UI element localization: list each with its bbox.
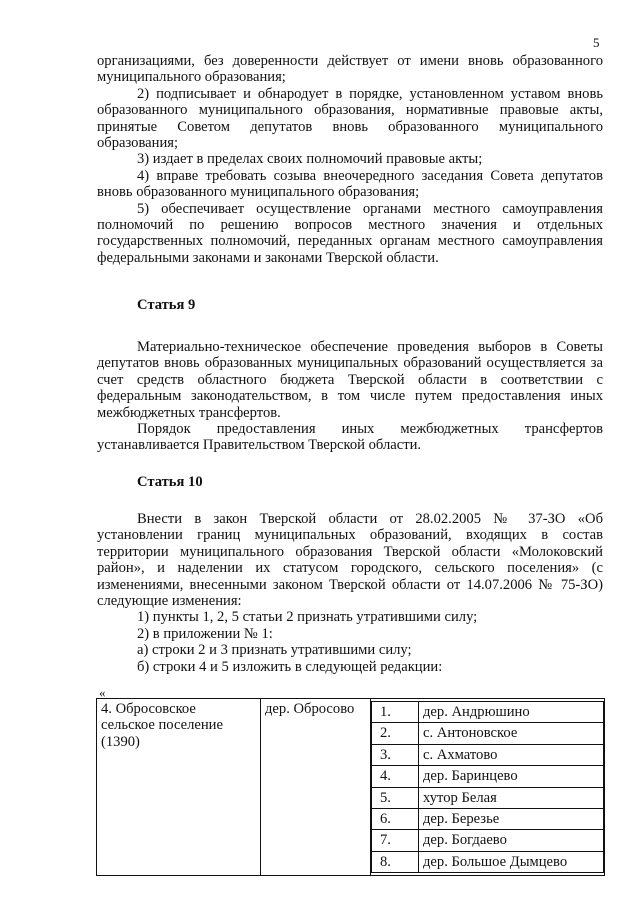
settlement-name: дер. Баринцево [419, 766, 604, 787]
settlement-name: дер. Андрюшино [419, 702, 604, 723]
paragraph: б) строки 4 и 5 изложить в следующей редакции: [137, 658, 443, 675]
paragraph: Порядок предоставления иных межбюджетных трансфертов устанавливается Правительством Тверской области. [97, 421, 603, 454]
list-item [372, 809, 604, 830]
item-number: 3. [372, 744, 419, 765]
list-item [372, 830, 604, 851]
article-9-title: Статья 9 [137, 297, 196, 313]
paragraph: 2) в приложении № 1: [137, 625, 273, 642]
article-10-title: Статья 10 [137, 474, 203, 490]
settlements-cell [371, 699, 605, 876]
municipality-cell [97, 699, 261, 876]
item-number: 2. [372, 723, 419, 744]
administrative-center: дер. Обросово [265, 701, 355, 717]
municipality-table [96, 698, 605, 876]
item-number: 6. [372, 809, 419, 830]
municipality-line: (1390) [101, 733, 140, 750]
article-10-body [97, 511, 603, 675]
settlement-name: дер. Богдаево [419, 830, 604, 851]
table-row [97, 699, 605, 876]
item-number: 8. [372, 851, 419, 872]
item-number: 5. [372, 787, 419, 808]
settlement-name: дер. Березье [419, 809, 604, 830]
paragraph: 4) вправе требовать созыва внеочередного заседания Совета депутатов вновь образованного муниципального образования; [97, 167, 603, 201]
opening-quote-mark: « [99, 685, 106, 700]
center-cell [261, 699, 371, 876]
top-text-block [97, 53, 603, 266]
list-item [372, 766, 604, 787]
list-item [372, 702, 604, 723]
paragraph: 5) обеспечивает осуществление органами местного самоуправления полномочий по решению вопросов местного значения и отдельных государственных полномочий, переданных органам местного самоуправления федеральными законами и законами Тверской области. [97, 200, 603, 266]
list-item [372, 723, 604, 744]
paragraph: 1) пункты 1, 2, 5 статьи 2 признать утратившими силу; [137, 609, 478, 626]
list-item [372, 787, 604, 808]
paragraph: организациями, без доверенности действует от имени вновь образованного муниципального образования; [97, 53, 603, 86]
municipality-line: сельское поселение [101, 717, 223, 734]
settlement-name: дер. Большое Дымцево [419, 851, 604, 872]
settlement-name: хутор Белая [419, 787, 604, 808]
settlement-name: с. Ахматово [419, 744, 604, 765]
item-number: 4. [372, 766, 419, 787]
item-number: 1. [372, 702, 419, 723]
paragraph: Внести в закон Тверской области от 28.02.2005 № 37-ЗО «Об установлении границ муниципальных образований, входящих в состав территории муниципального образования Тверской области «Молоковский район», и наделении их статусом городского, сельского поселения» (с изменениями, внесенными законом Тверской области от 14.07.2006 № 75-ЗО) следующие изменения: [97, 511, 603, 610]
list-item [372, 851, 604, 872]
article-9-body [97, 339, 603, 454]
settlement-name: с. Антоновское [419, 723, 604, 744]
settlements-list [371, 701, 604, 873]
municipality-line: 4. Обросовское [101, 701, 196, 717]
paragraph: 3) издает в пределах своих полномочий правовые акты; [137, 151, 483, 168]
list-item [372, 744, 604, 765]
item-number: 7. [372, 830, 419, 851]
page-number: 5 [593, 35, 600, 50]
paragraph: Материально-техническое обеспечение проведения выборов в Советы депутатов вновь образованных муниципальных образований осуществляется за счет средств областного бюджета Тверской области в соответствии с федеральным законодательством, в том числе путем предоставления иных межбюджетных трансфертов. [97, 339, 603, 421]
paragraph: а) строки 2 и 3 признать утратившими силу; [137, 642, 412, 659]
paragraph: 2) подписывает и обнародует в порядке, установленном уставом вновь образованного муниципального образования, нормативные правовые акты, принятые Советом депутатов вновь образованного муниципального образования; [97, 85, 603, 152]
